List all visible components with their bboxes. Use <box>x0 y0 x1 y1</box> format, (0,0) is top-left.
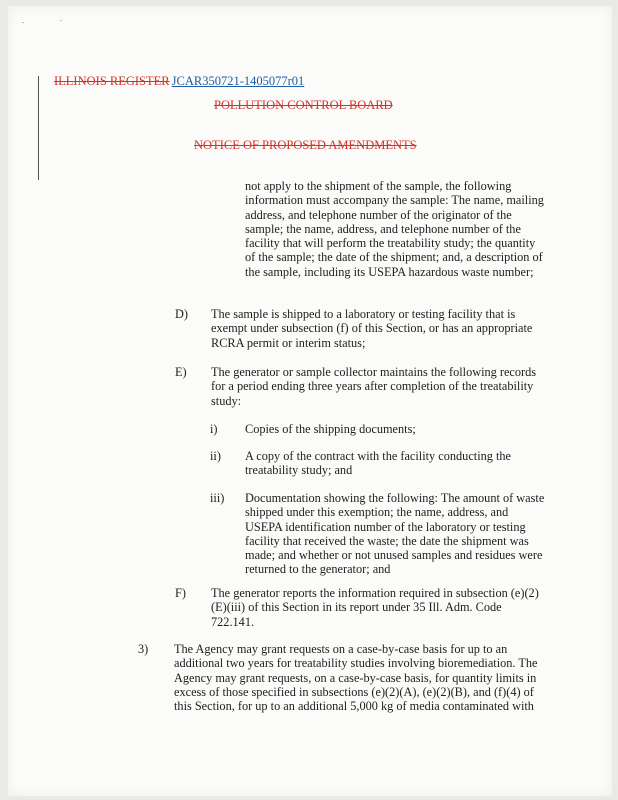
notice-header: NOTICE OF PROPOSED AMENDMENTS <box>194 138 417 152</box>
board-header: POLLUTION CONTROL BOARD <box>214 98 393 112</box>
item-d-text: The sample is shipped to a laboratory or testing facility that is exempt under subsection (f) of this Section, or has an appropriate RCRA permit or interim status; <box>211 307 533 350</box>
register-header <box>54 74 304 89</box>
subitem-iii-label: iii) <box>210 491 225 505</box>
subitem-iii-text: Documentation showing the following: The amount of waste shipped under this exemption; the name, address, and USEPA identification number of the laboratory or testing facility that received the waste; the date the shipment was made; and whether or not unused samples and residues were returned to the generator; and <box>245 491 545 577</box>
item-e-label: E) <box>175 365 187 379</box>
item-d-label: D) <box>175 307 188 321</box>
subitem-ii-label: ii) <box>210 449 221 463</box>
scan-speck <box>60 20 62 21</box>
item-e-text: The generator or sample collector maintains the following records for a period ending three years after completion of the treatability study: <box>211 365 537 408</box>
subitem-i-label: i) <box>210 422 218 436</box>
revision-margin-bar <box>38 76 39 180</box>
scan-speck <box>22 22 24 23</box>
subitem-i-text: Copies of the shipping documents; <box>245 422 416 436</box>
subitem-ii-text: A copy of the contract with the facility conducting the treatability study; and <box>245 449 512 478</box>
document-page <box>8 6 612 796</box>
item-f-text: The generator reports the information required in subsection (e)(2)(E)(iii) of this Section in its report under 35 Ill. Adm. Code 722.141. <box>211 586 539 629</box>
para-3-label: 3) <box>138 642 149 656</box>
register-struck-text: ILLINOIS REGISTER <box>54 74 170 88</box>
continuation-paragraph: not apply to the shipment of the sample, the following information must accompany the sample: The name, mailing address, and telephone number of the originator of the sample; the name, address, and telephone number of the facility that will perform the treatability study; the quantity of the sample; the date of the shipment; and, a description of the sample, including its USEPA hazardous waste number; <box>245 179 544 279</box>
item-f-label: F) <box>175 586 186 600</box>
para-3-text: The Agency may grant requests on a case-by-case basis for up to an additional two years for treatability studies involving bioremediation. The Agency may grant requests, on a case-by-case basis, for quantity limits in excess of those specified in subsections (e)(2)(A), (e)(2)(B), and (f)(4) of this Section, for up to an additional 5,000 kg of media contaminated with <box>174 642 538 714</box>
register-inserted-text: JCAR350721-1405077r01 <box>171 74 305 88</box>
